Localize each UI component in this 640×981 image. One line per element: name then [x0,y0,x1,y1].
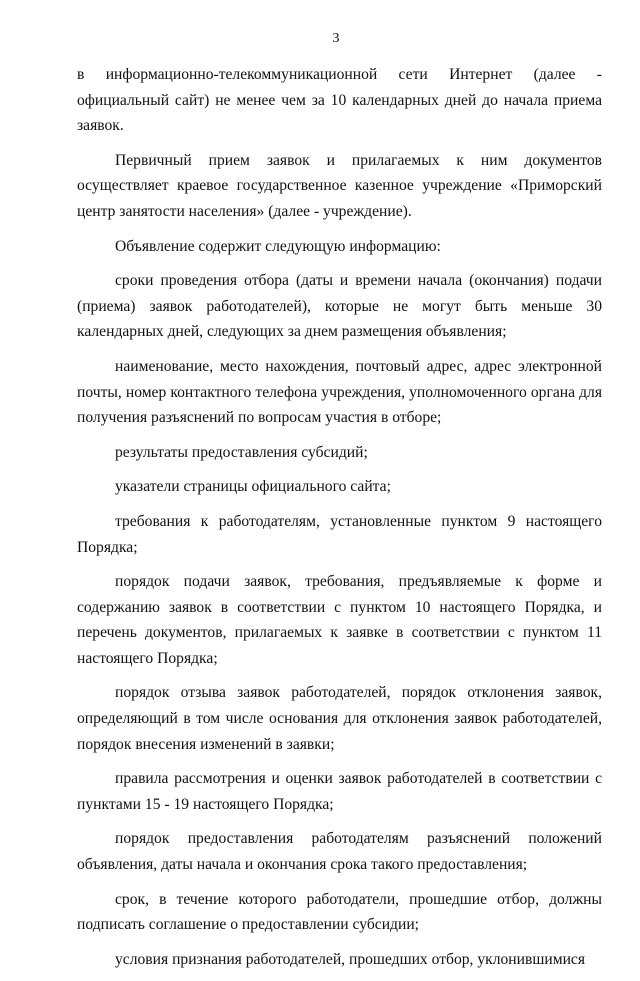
page-number: 3 [332,31,340,46]
paragraph: результаты предоставления субсидий; [115,443,368,461]
paragraph: правила рассмотрения и оценки заявок работодателей в соответствии с пунктами 15 - 19 настоящего Порядка; [77,770,602,813]
paragraph: Первичный прием заявок и прилагаемых к ним документов осуществляет краевое государственное казенное учреждение «Приморский центр занятости населения» (далее - учреждение). [77,151,602,220]
paragraph: в информационно-телекоммуникационной сети Интернет (далее - официальный сайт) не менее чем за 10 календарных дней до начала приема заявок. [77,66,602,135]
paragraph: порядок предоставления работодателям разъяснений положений объявления, даты начала и окончания срока такого предоставления; [77,830,602,874]
paragraph: порядок подачи заявок, требования, предъявляемые к форме и содержанию заявок в соответствии с пунктом 10 настоящего Порядка, и перечень документов, прилагаемых к заявке в соответствии с пунктом 11 настоящего Порядка; [77,573,602,667]
paragraph: срок, в течение которого работодатели, прошедшие отбор, должны подписать соглашение о предоставлении субсидии; [77,890,602,934]
paragraph: наименование, место нахождения, почтовый адрес, адрес электронной почты, номер контактного телефона учреждения, уполномоченного органа для получения разъяснений по вопросам участия в отборе; [77,357,602,427]
paragraph: условия признания работодателей, прошедших отбор, уклонившимися [115,950,586,968]
paragraph: сроки проведения отбора (даты и времени начала (окончания) подачи (приема) заявок работодателей), которые не могут быть меньше 30 календарных дней, следующих за днем размещения объявления; [77,272,602,341]
paragraph: требования к работодателям, установленные пунктом 9 настоящего Порядка; [77,512,602,556]
document-body [77,62,602,981]
paragraph: указатели страницы официального сайта; [115,478,391,496]
paragraph: порядок отзыва заявок работодателей, порядок отклонения заявок, определяющий в том числе основания для отклонения заявок работодателей, порядок внесения изменений в заявки; [77,684,602,753]
paragraph: Объявление содержит следующую информацию: [115,237,441,255]
